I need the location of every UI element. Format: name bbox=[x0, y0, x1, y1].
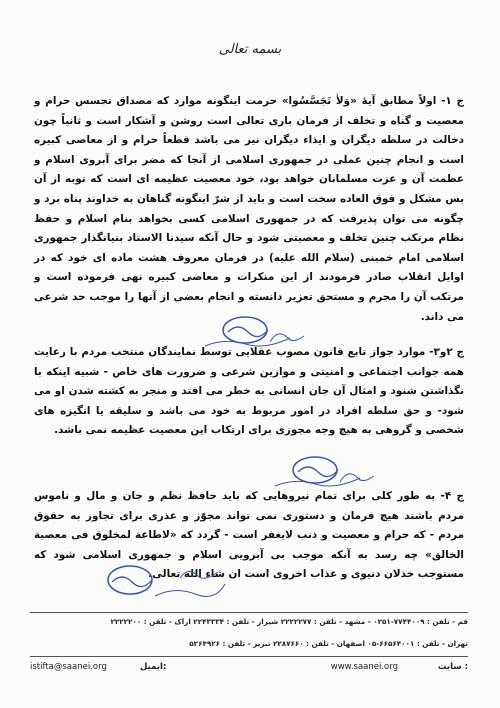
email-label: ایمیل: bbox=[140, 662, 167, 672]
answer-paragraph-1: ج ۱- اولاً مطابق آیهٔ «وَلاٰ تَجَسَّسُوا» حرمت اینگونه موارد که مصداق تجسس حرام و معصیت و گناه و تخلف از فرمان باری تعالی است روشن و آشکار است و ثانیاً چون دخالت در سلطه دیگران و ایذاء دیگران نیز می باشد قطعاً حرام و از معاصی کبیره است و انجام چنین عملی در جمهوری اسلامی از آنجا که مضر برای آبروی اسلام و عظمت آن و عزت مسلمانان خواهد بود، خود معصیت عظیمه ای است که توبه از آن بس مشکل و فوق العاده سخت است و باید از شرّ اینگونه گناهان به خداوند پناه برد و چگونه می توان پذیرفت که در جمهوری اسلامی کسی بخواهد بنام اسلام و حفظ نظام مرتکب چنین تخلف و معصیتی شود و حال آنکه سیدنا الاستاد بنیانگذار جمهوری اسلامی امام خمینی (سلام الله علیه) در فرمان معروف هشت ماده ای خود که در اوایل انقلاب صادر فرمودند از این منکرات و معاصی کبیره نهی فرموده است و مرتکب آن را مجرم و مستحق تعزیر دانسته و انجام بعضی از آنها را موجب حد شرعی می داند. bbox=[34, 95, 464, 323]
footer-divider bbox=[30, 612, 468, 613]
answer-paragraph-3: ج ۴- به طور کلی برای تمام نیروهایی که باید حافظ نظم و جان و مال و ناموس مردم باشند هیچ فرمان و دستوری نمی تواند مجوّز و عذری برای تجاوز به حقوق مردم - که حرام و معصیت و ذنب لایغفر است - گردد که «لاطاعة لمخلوق فی معصیة الخالق» چه رسد به آنکه موجب بی آبرویی اسلام و جمهوری اسلامی شود که مستوجب خذلان دنیوی و عذاب اخروی است ان شاء الله تعالی. bbox=[34, 490, 465, 581]
footer-address-line-2: تهران - تلفن : ۶۶۵۶۴۰۰۱-۰۵ اصفهان - تلفن : ۲۲۸۷۶۶۰ تبریز - تلفن : ۵۲۶۴۹۲۶ bbox=[189, 639, 468, 648]
document-header: بسمه تعالی bbox=[218, 42, 282, 57]
footer-address-line-1: قم - تلفن : ۷۷۴۴۰۰۹-۰۲۵۱ - مشهد - تلفن : ۲۲۲۲۲۷۷ شیراز - تلفن : ۲۲۴۳۳۳۴ اراک - تلفن : ۲۲۲۲۲۰۰ bbox=[110, 617, 468, 626]
footer-contact-row bbox=[30, 662, 468, 676]
email-link[interactable]: istifta@saanei.org bbox=[30, 662, 107, 672]
site-link[interactable]: www.saanei.org bbox=[330, 662, 398, 672]
footer-divider bbox=[30, 656, 468, 657]
answer-paragraph-2: ج ۲و۳- موارد جواز تابع قانون مصوب عقلایی توسط نمایندگان منتخب مردم با رعایت همه جوانب اجتماعی و امنیتی و موازین شرعی و ضرورت های خاص - شبیه اینکه با نگذاشتن شنود و امثال آن جان انسانی به خطر می افتد و منجر به کشته شدن او می شود- و حق سلطه افراد در امور مربوط به خود می باشد و سلیقه یا انگیزه های شخصی و گروهی به هیچ وجه مجوزی برای ارتکاب این معصیت عظیمه نمی باشد. bbox=[34, 346, 464, 437]
site-label: سایت : bbox=[437, 662, 468, 672]
